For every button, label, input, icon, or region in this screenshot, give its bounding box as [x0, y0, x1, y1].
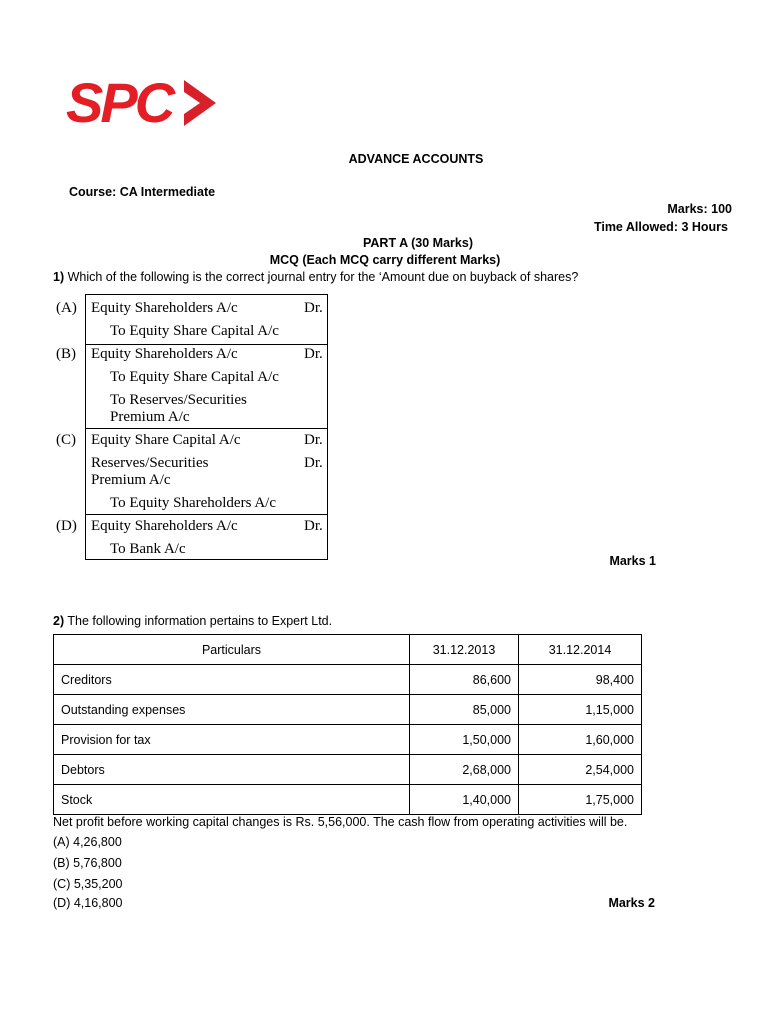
table-cell: 2,68,000 [410, 755, 519, 785]
table-cell: 1,60,000 [519, 725, 642, 755]
option-c-credit: To Equity Shareholders A/c [110, 495, 277, 511]
spc-logo [66, 74, 218, 132]
q2-option-b: (B) 5,76,800 [53, 856, 122, 870]
q2-option-a: (A) 4,26,800 [53, 835, 122, 849]
logo-arrow-icon [184, 80, 216, 126]
table-cell: 1,75,000 [519, 785, 642, 815]
q1-marks: Marks 1 [609, 554, 656, 568]
option-c-debit-2a: Reserves/Securities [91, 455, 209, 471]
option-c-dr-1: Dr. [304, 432, 323, 448]
option-a-debit: Equity Shareholders A/c [91, 300, 238, 316]
divider [86, 514, 327, 515]
time-allowed: Time Allowed: 3 Hours [593, 220, 728, 234]
q2-option-c: (C) 5,35,200 [53, 877, 123, 891]
option-b-debit: Equity Shareholders A/c [91, 346, 238, 362]
option-b-credit-2b: Premium A/c [110, 409, 190, 425]
option-d-label: (D) [56, 518, 77, 534]
working-capital-table [53, 634, 642, 815]
table-cell: 1,15,000 [519, 695, 642, 725]
table-header-cell: 31.12.2014 [519, 635, 642, 665]
table-cell: 85,000 [410, 695, 519, 725]
option-c-dr-2: Dr. [304, 455, 323, 471]
table-cell: 1,50,000 [410, 725, 519, 755]
table-cell: Outstanding expenses [54, 695, 410, 725]
question-text: The following information pertains to Expert Ltd. [64, 614, 333, 628]
table-cell: Creditors [54, 665, 410, 695]
divider [86, 344, 327, 345]
table-header-row [54, 635, 642, 665]
table-row [54, 695, 642, 725]
table-header-cell: 31.12.2013 [410, 635, 519, 665]
table-row [54, 755, 642, 785]
option-c-debit-2b: Premium A/c [91, 472, 171, 488]
table-cell: 1,40,000 [410, 785, 519, 815]
option-a-label: (A) [56, 300, 77, 316]
option-b-credit-1: To Equity Share Capital A/c [110, 369, 279, 385]
option-d-dr: Dr. [304, 518, 323, 534]
part-heading: PART A (30 Marks) [363, 236, 473, 250]
table-cell: 2,54,000 [519, 755, 642, 785]
table-cell: Debtors [54, 755, 410, 785]
option-c-label: (C) [56, 432, 76, 448]
table-header-cell: Particulars [54, 635, 410, 665]
question-1 [53, 270, 578, 284]
spc-logo-graphic [66, 74, 218, 132]
table-row [54, 785, 642, 815]
option-a-dr: Dr. [304, 300, 323, 316]
table-cell: Stock [54, 785, 410, 815]
option-d-credit: To Bank A/c [110, 541, 186, 557]
total-marks: Marks: 100 [667, 202, 732, 216]
table-cell: 86,600 [410, 665, 519, 695]
divider [86, 428, 327, 429]
table-cell: 98,400 [519, 665, 642, 695]
subject-title: ADVANCE ACCOUNTS [348, 152, 484, 166]
option-b-dr: Dr. [304, 346, 323, 362]
q2-question-text: Net profit before working capital changes is Rs. 5,56,000. The cash flow from operating activities will be. [53, 815, 628, 829]
option-b-label: (B) [56, 346, 76, 362]
option-d-debit: Equity Shareholders A/c [91, 518, 238, 534]
mcq-note: MCQ (Each MCQ carry different Marks) [269, 253, 501, 267]
table-cell: Provision for tax [54, 725, 410, 755]
table-row [54, 725, 642, 755]
table-row [54, 665, 642, 695]
question-number: 1) [53, 270, 65, 284]
question-text: Which of the following is the correct journal entry for the ‘Amount due on buyback of shares? [64, 270, 579, 284]
q2-option-d: (D) 4,16,800 [53, 896, 123, 910]
option-b-credit-2a: To Reserves/Securities [110, 392, 247, 408]
question-number: 2) [53, 614, 65, 628]
option-c-debit-1: Equity Share Capital A/c [91, 432, 241, 448]
logo-text: SPC [66, 74, 173, 132]
course-label: Course: CA Intermediate [69, 185, 216, 199]
option-a-credit: To Equity Share Capital A/c [110, 323, 279, 339]
q2-marks: Marks 2 [608, 896, 655, 910]
question-2 [53, 614, 332, 628]
